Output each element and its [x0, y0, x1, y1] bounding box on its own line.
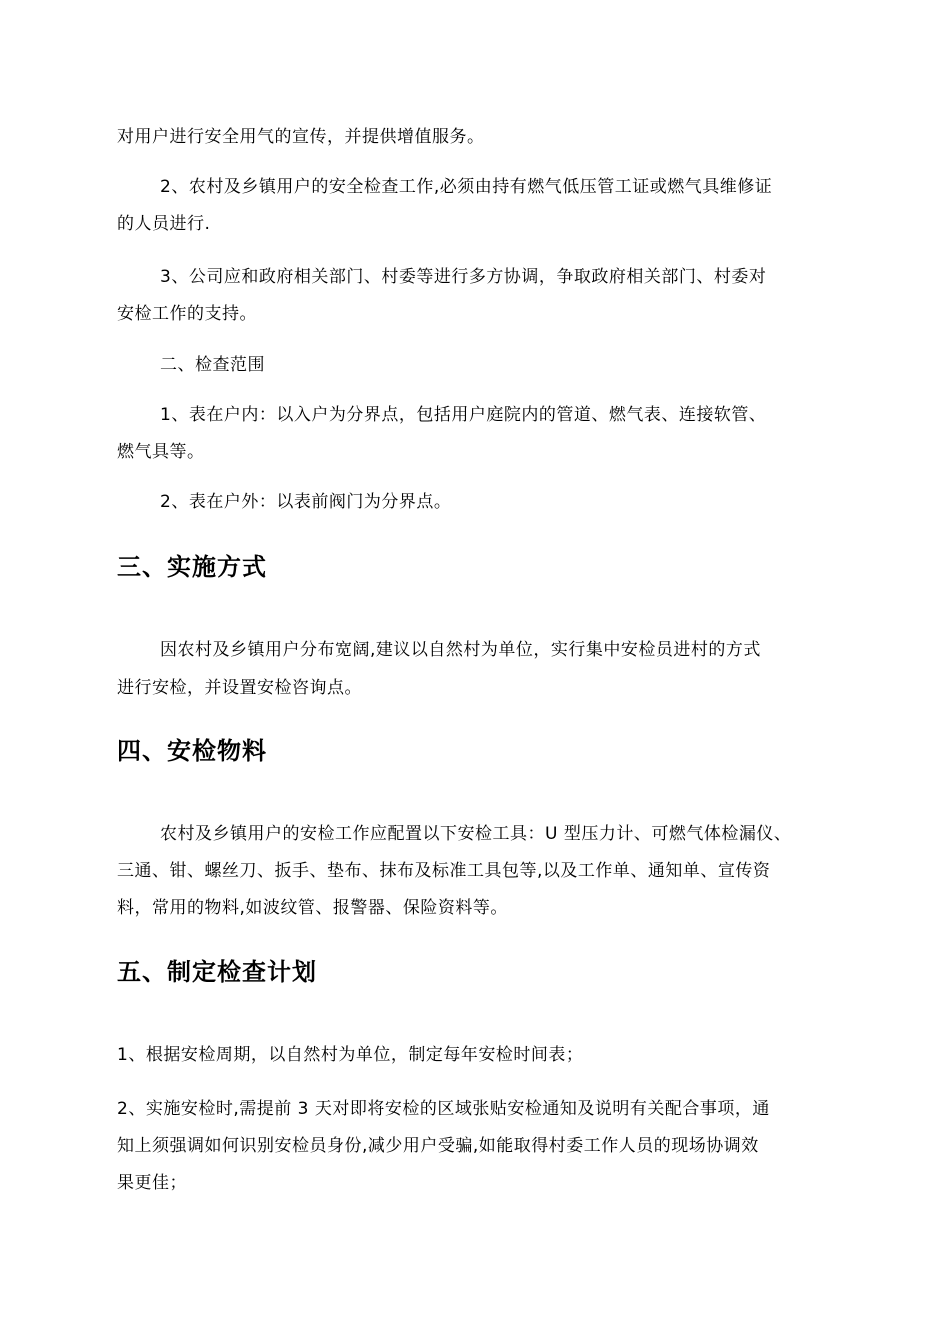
paragraph-line: 三通、钳、螺丝刀、扳手、垫布、抹布及标准工具包等,以及工作单、通知单、宣传资: [117, 861, 771, 881]
section-heading-5: 五、制定检查计划: [117, 958, 317, 986]
paragraph-line: 的人员进行.: [117, 214, 211, 234]
paragraph-line: 1、表在户内：以入户为分界点，包括用户庭院内的管道、燃气表、连接软管、: [160, 405, 767, 425]
paragraph-line: 农村及乡镇用户的安检工作应配置以下安检工具：U 型压力计、可燃气体检漏仪、: [160, 824, 792, 844]
paragraph-line: 1、根据安检周期，以自然村为单位，制定每年安检时间表；: [117, 1045, 584, 1065]
paragraph-line: 进行安检，并设置安检咨询点。: [117, 678, 362, 698]
paragraph-line: 3、公司应和政府相关部门、村委等进行多方协调，争取政府相关部门、村委对: [160, 267, 767, 287]
paragraph-line: 果更佳；: [117, 1173, 187, 1193]
subsection-title: 二、检查范围: [160, 355, 265, 375]
paragraph-line: 2、农村及乡镇用户的安全检查工作,必须由持有燃气低压管工证或燃气具维修证: [160, 177, 773, 197]
section-heading-3: 三、实施方式: [117, 553, 267, 581]
paragraph-line: 因农村及乡镇用户分布宽阔,建议以自然村为单位，实行集中安检员进村的方式: [160, 640, 761, 660]
paragraph-line: 对用户进行安全用气的宣传，并提供增值服务。: [117, 127, 485, 147]
paragraph-line: 2、表在户外：以表前阀门为分界点。: [160, 492, 452, 512]
paragraph-line: 料，常用的物料,如波纹管、报警器、保险资料等。: [117, 898, 508, 918]
paragraph-line: 2、实施安检时,需提前 3 天对即将安检的区域张贴安检通知及说明有关配合事项，通: [117, 1099, 770, 1119]
paragraph-line: 知上须强调如何识别安检员身份,减少用户受骗,如能取得村委工作人员的现场协调效: [117, 1136, 759, 1156]
paragraph-line: 安检工作的支持。: [117, 304, 257, 324]
section-heading-4: 四、安检物料: [117, 737, 267, 765]
paragraph-line: 燃气具等。: [117, 442, 205, 462]
